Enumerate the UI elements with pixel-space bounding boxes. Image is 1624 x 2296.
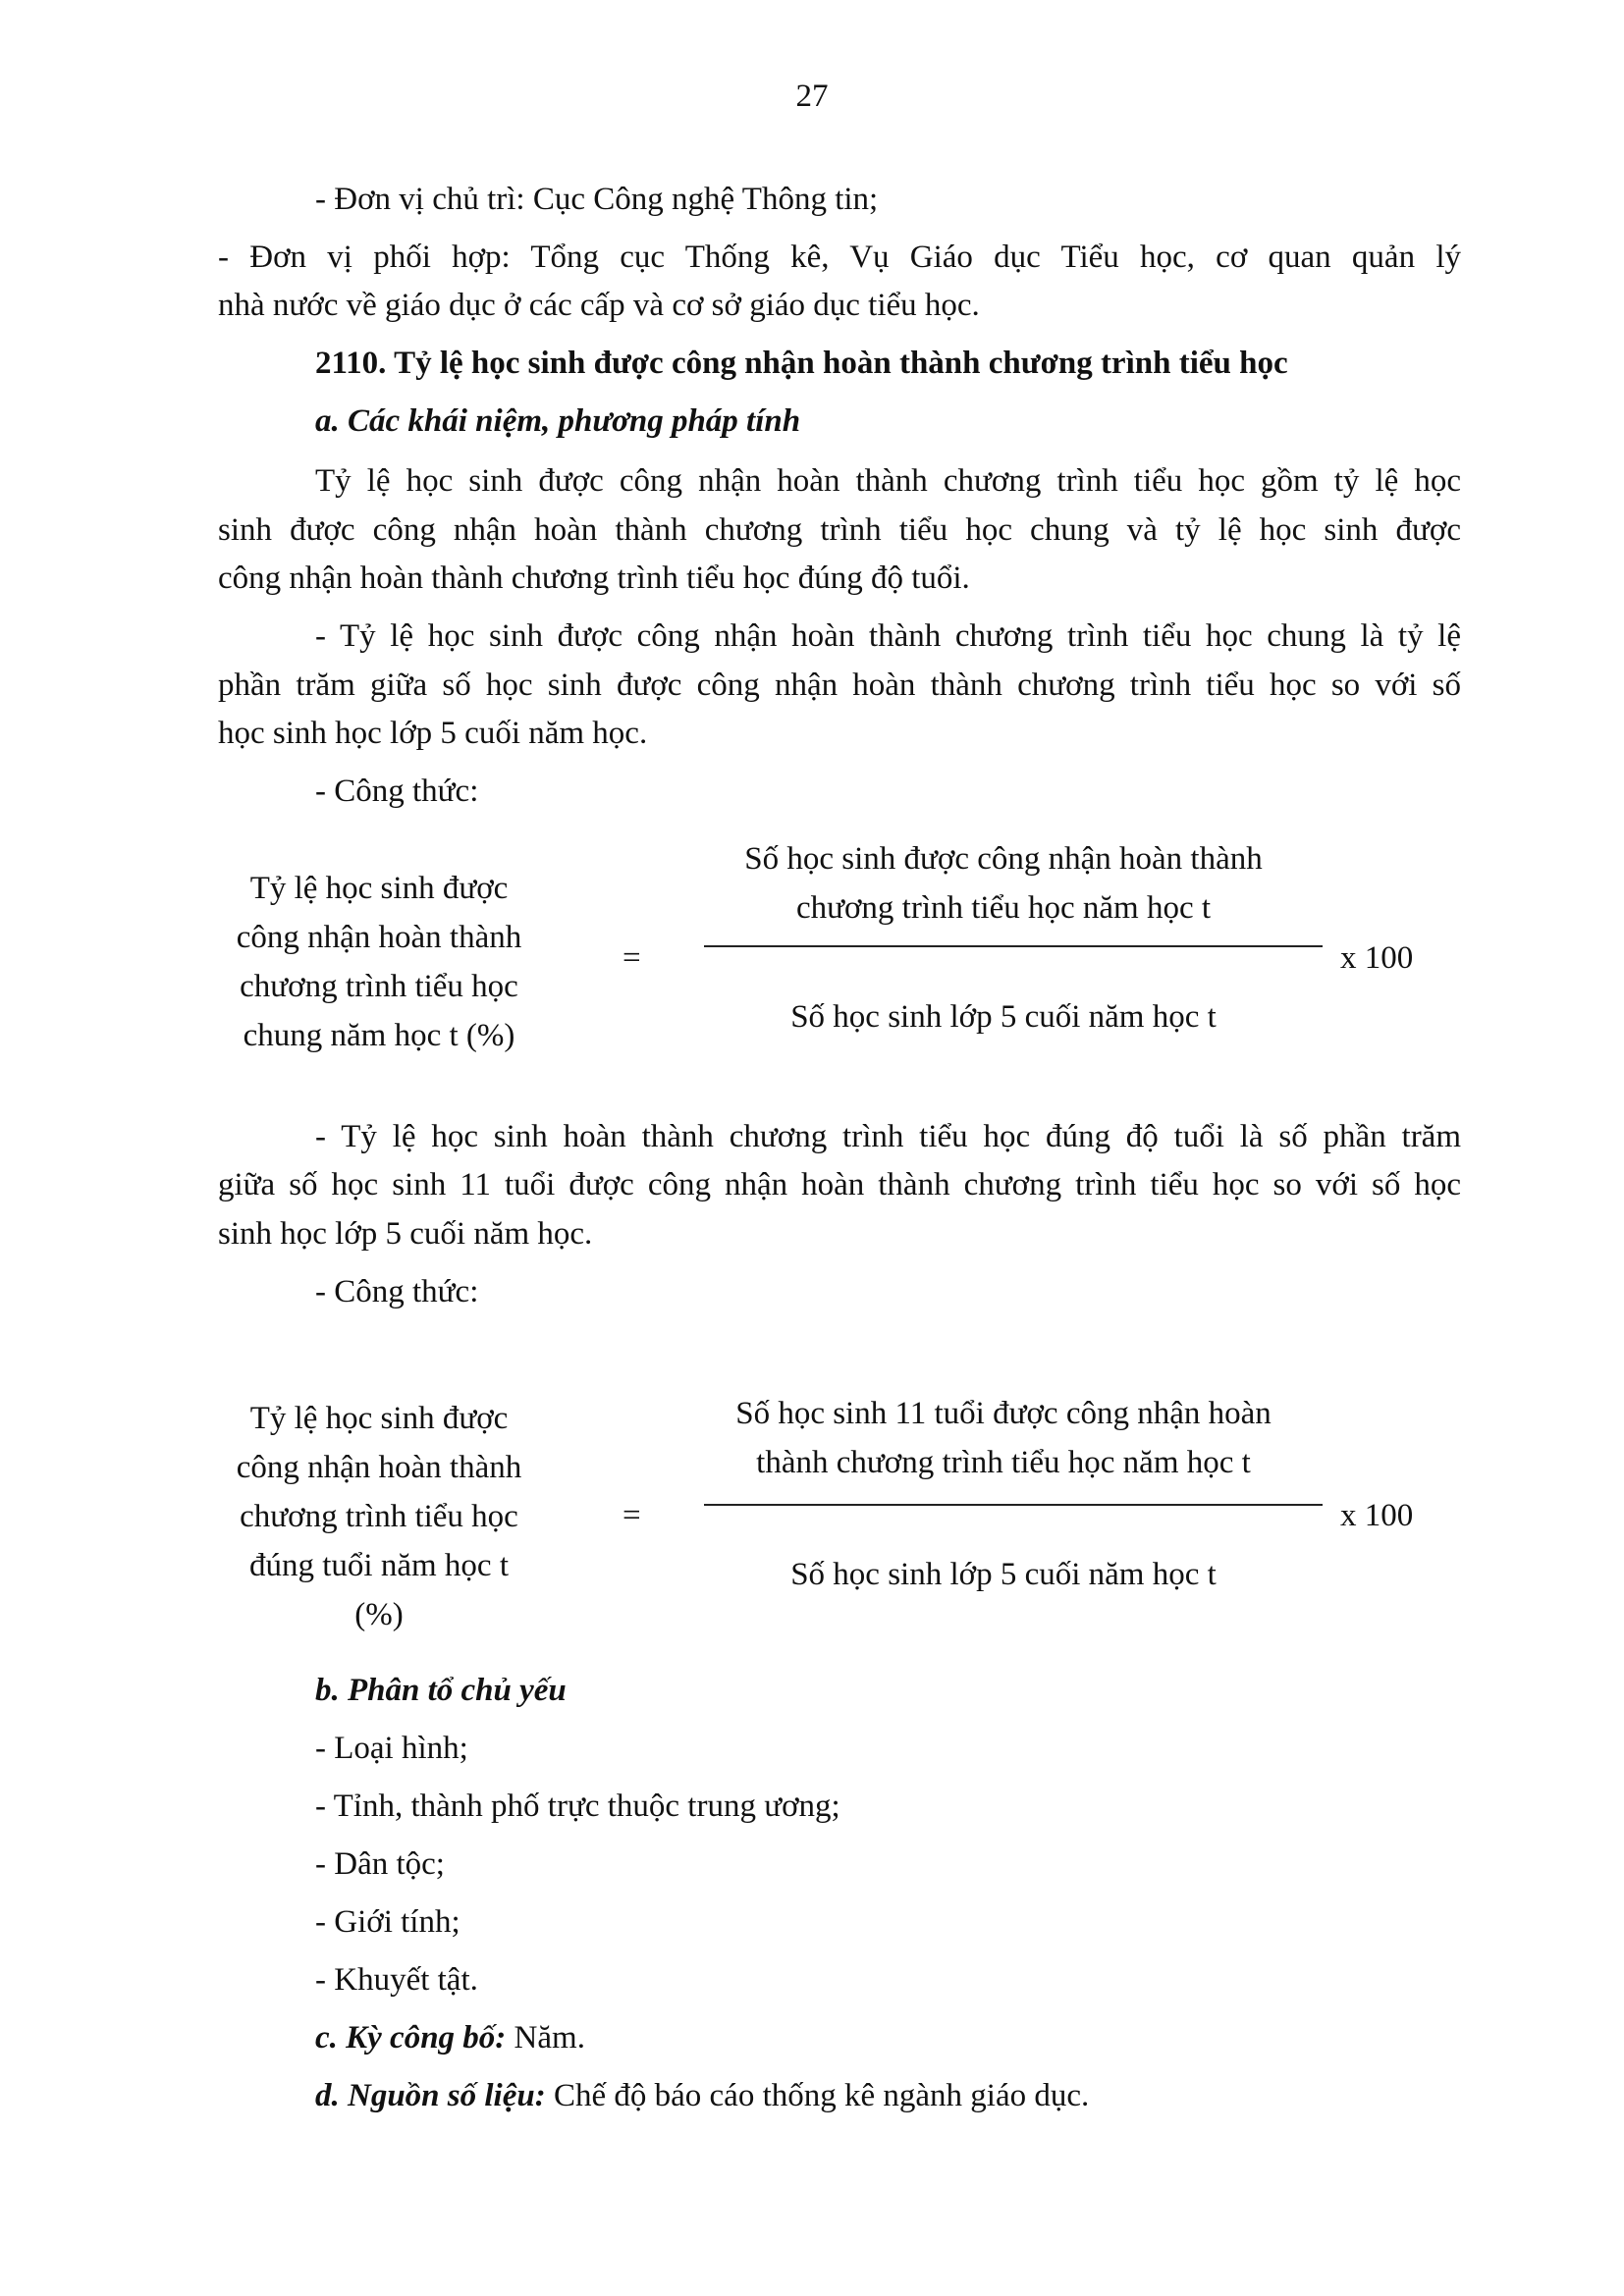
para1-line2: sinh được công nhận hoàn thành chương trình tiểu học chung và tỷ lệ học sinh được (218, 512, 1461, 548)
subsection-d-value: Chế độ báo cáo thống kê ngành giáo dục. (545, 2078, 1090, 2113)
formula1-label-line: Tỷ lệ học sinh được (249, 871, 509, 906)
para2-line2: phần trăm giữa số học sinh được công nhận hoàn thành chương trình tiểu học so với số (218, 667, 1461, 703)
para2-line1: - Tỷ lệ học sinh được công nhận hoàn thành chương trình tiểu học chung là tỷ lệ (315, 618, 1461, 654)
formula2-label-line: đúng tuổi năm học t (249, 1548, 509, 1583)
formula2-fraction-bar (704, 1504, 1323, 1506)
breakdown-item: - Loại hình; (315, 1731, 468, 1766)
lead-line-host-unit: - Đơn vị chủ trì: Cục Công nghệ Thông tin; (315, 182, 879, 217)
formula2-label-line: chương trình tiểu học (240, 1499, 518, 1534)
para1-line3: công nhận hoàn thành chương trình tiểu học đúng độ tuổi. (218, 561, 970, 596)
formula1-label-line: chung năm học t (%) (243, 1018, 515, 1053)
formula2-numerator-line: thành chương trình tiểu học năm học t (756, 1445, 1251, 1480)
para2-line3: học sinh học lớp 5 cuối năm học. (218, 716, 648, 751)
formula1-label-line: công nhận hoàn thành (236, 920, 522, 955)
formula1-fraction-bar (704, 945, 1323, 947)
formula1-intro: - Công thức: (315, 774, 479, 809)
formula1-multiplier: x 100 (1340, 940, 1414, 976)
subsection-c (315, 2018, 585, 2057)
lead-line-partner-unit: - Đơn vị phối hợp: Tổng cục Thống kê, Vụ Giáo dục Tiểu học, cơ quan quản lý (218, 240, 1461, 275)
formula-overall-completion (218, 834, 1461, 1060)
para3-line2: giữa số học sinh 11 tuổi được công nhận hoàn thành chương trình tiểu học so với số học (218, 1167, 1461, 1202)
formula2-denominator: Số học sinh lớp 5 cuối năm học t (790, 1557, 1217, 1592)
formula2-label-line: công nhận hoàn thành (236, 1450, 522, 1485)
subsection-d-label: d. Nguồn số liệu: (315, 2078, 546, 2113)
formula1-numerator-line: Số học sinh được công nhận hoàn thành (744, 841, 1263, 877)
breakdown-item: - Tỉnh, thành phố trực thuộc trung ương; (315, 1789, 840, 1824)
para3-line1: - Tỷ lệ học sinh hoàn thành chương trình tiểu học đúng độ tuổi là số phần trăm (315, 1119, 1461, 1154)
subsection-d (315, 2076, 1089, 2115)
lead-line-partner-unit-cont: nhà nước về giáo dục ở các cấp và cơ sở giáo dục tiểu học. (218, 288, 980, 323)
breakdown-item: - Dân tộc; (315, 1846, 445, 1882)
formula2-equals: = (623, 1498, 641, 1533)
page-number: 27 (795, 79, 829, 114)
subsection-c-value: Năm. (506, 2020, 585, 2056)
subsection-a-title: a. Các khái niệm, phương pháp tính (315, 403, 801, 439)
para3-line3: sinh học lớp 5 cuối năm học. (218, 1216, 593, 1252)
formula2-multiplier: x 100 (1340, 1498, 1414, 1533)
formula1-numerator (699, 834, 1308, 933)
breakdown-item: - Khuyết tật. (315, 1962, 478, 1998)
breakdown-item: - Giới tính; (315, 1904, 460, 1940)
formula1-label-line: chương trình tiểu học (240, 969, 518, 1004)
formula2-label-line: (%) (354, 1597, 404, 1632)
formula2-numerator-line: Số học sinh 11 tuổi được công nhận hoàn (735, 1396, 1272, 1431)
formula-on-time-completion (218, 1394, 1461, 1649)
formula1-equals: = (623, 940, 641, 976)
formula2-intro: - Công thức: (315, 1274, 479, 1309)
formula1-numerator-line: chương trình tiểu học năm học t (795, 890, 1212, 926)
para1-line1: Tỷ lệ học sinh được công nhận hoàn thành chương trình tiểu học gồm tỷ lệ học (315, 463, 1461, 499)
formula1-label (232, 864, 526, 1060)
section-title: 2110. Tỷ lệ học sinh được công nhận hoàn thành chương trình tiểu học (315, 346, 1288, 381)
formula2-label (232, 1394, 526, 1639)
formula1-denominator: Số học sinh lớp 5 cuối năm học t (790, 999, 1217, 1035)
formula2-label-line: Tỷ lệ học sinh được (249, 1401, 509, 1436)
formula2-numerator (699, 1389, 1308, 1487)
subsection-c-label: c. Kỳ công bố: (315, 2020, 507, 2056)
subsection-b-title: b. Phân tổ chủ yếu (315, 1673, 567, 1708)
